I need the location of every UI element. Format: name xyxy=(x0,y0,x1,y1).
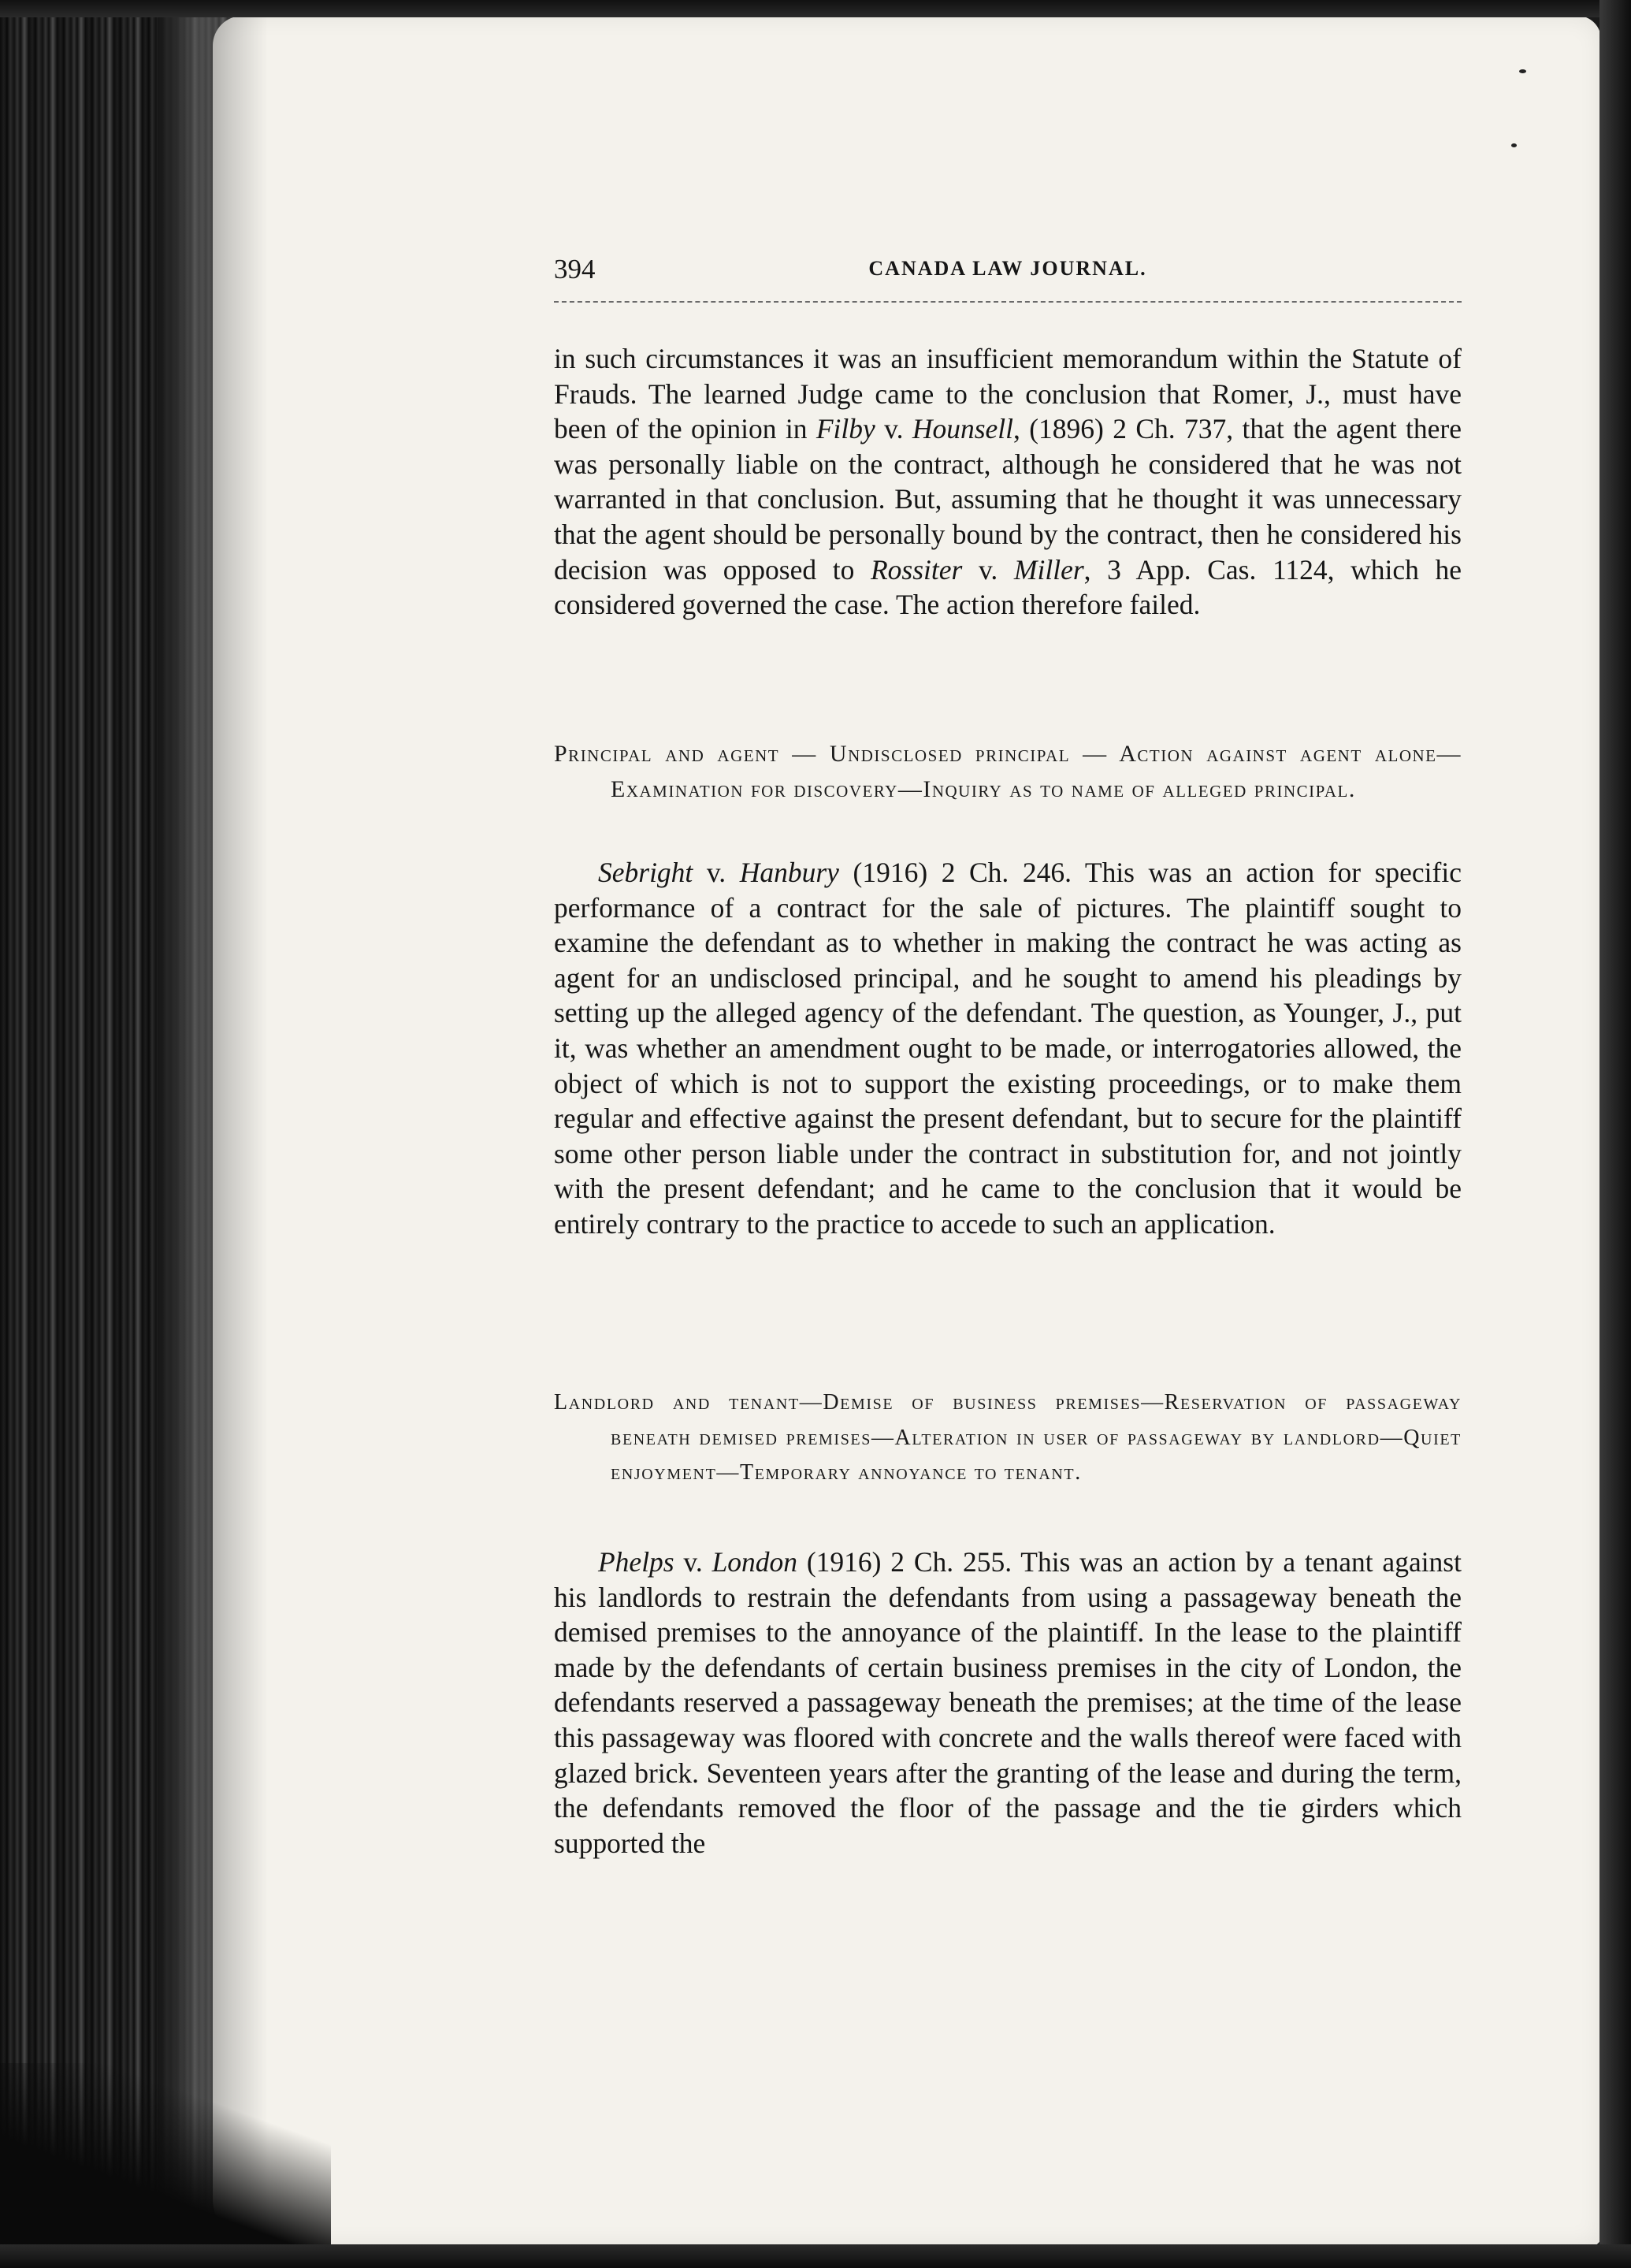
scan-speck xyxy=(1511,143,1517,147)
case-name: London xyxy=(711,1546,798,1578)
scan-border-right xyxy=(1599,0,1631,2268)
binding-shadow xyxy=(158,0,268,2268)
scan-speck xyxy=(1519,69,1526,73)
case-name: Phelps xyxy=(598,1546,674,1578)
text-run: v. xyxy=(674,1546,712,1578)
binding-corner xyxy=(0,2063,331,2268)
text-run: (1916) 2 Ch. 255. This was an action by a tenant against his landlords to restrain the defendants from using a passageway beneath the demised premises to the annoyance of the plaintiff. In the lease to the plaintiff made by the defendants of certain business premises in the city of London, the defendants reserved a passageway beneath the premises; at the time of the lease this passageway was floored with concrete and the walls thereof were faced with glazed brick. Seventeen years after the granting of the lease and during the term, the defendants removed the floor of the passage and the tie girders which supported the xyxy=(554,1546,1462,1859)
case-name: Rossiter xyxy=(870,553,963,586)
scan-border-top xyxy=(0,0,1631,17)
text-run: , (1896) 2 Ch. 737, that the agent there was personally liable on the contract, although he considered that he was not warranted in that conclusion. But, assuming that he thought it was unnecessary that the agent should be personally bound by the contract, then he considered his decision was opposed to xyxy=(554,413,1462,586)
running-head xyxy=(554,254,1462,288)
case-name: Sebright xyxy=(598,857,693,888)
journal-title: CANADA LAW JOURNAL. xyxy=(868,257,1147,280)
text-run: v. xyxy=(875,413,912,445)
page-number: 394 xyxy=(554,254,596,284)
text-run: in such circumstances it was an insufficient memorandum within the Statute of Frauds. The learned Judge came to the conclusion that Romer, J., must have been of the opinion in xyxy=(554,343,1462,445)
case-name: Filby xyxy=(816,413,875,445)
section-heading: Principal and agent — Undisclosed principal — Action against agent alone—Examination for discovery—Inquiry as to name of alleged principal. xyxy=(554,741,1462,802)
case-name: Miller xyxy=(1013,553,1084,586)
paragraph xyxy=(554,1545,1462,1861)
case-name: Hanbury xyxy=(739,857,839,888)
header-rule xyxy=(554,301,1462,303)
text-run: v. xyxy=(693,857,740,888)
case-name: Hounsell xyxy=(912,413,1013,445)
scan-border-bottom xyxy=(0,2244,1631,2268)
paragraph-continued xyxy=(554,341,1462,623)
paragraph xyxy=(554,855,1462,1242)
text-run: v. xyxy=(962,553,1014,586)
text-run: (1916) 2 Ch. 246. This was an action for specific performance of a contract for the sale of pictures. The plaintiff sought to examine the defendant as to whether in making the contract he was acting as agent for an undisclosed principal, and he sought to amend his pleadings by setting up the alleged agency of the defendant. The question, as Younger, J., put it, was whether an amendment ought to be made, or interrogatories allowed, the object of which is not to support the existing proceedings, or to make them regular and effective against the present defendant, but to secure for the plaintiff some other person liable under the contract in substitution for, and not jointly with the present defendant; and he came to the conclusion that it would be entirely contrary to the practice to accede to such an application. xyxy=(554,857,1462,1240)
text-run: , 3 App. Cas. 1124, which he considered governed the case. The action therefore failed. xyxy=(554,553,1462,621)
section-heading: Landlord and tenant—Demise of business premises—Reservation of passageway beneath demised premises—Alteration in user of passageway by landlord—Quiet enjoyment—Temporary annoyance to tenant. xyxy=(554,1390,1462,1485)
